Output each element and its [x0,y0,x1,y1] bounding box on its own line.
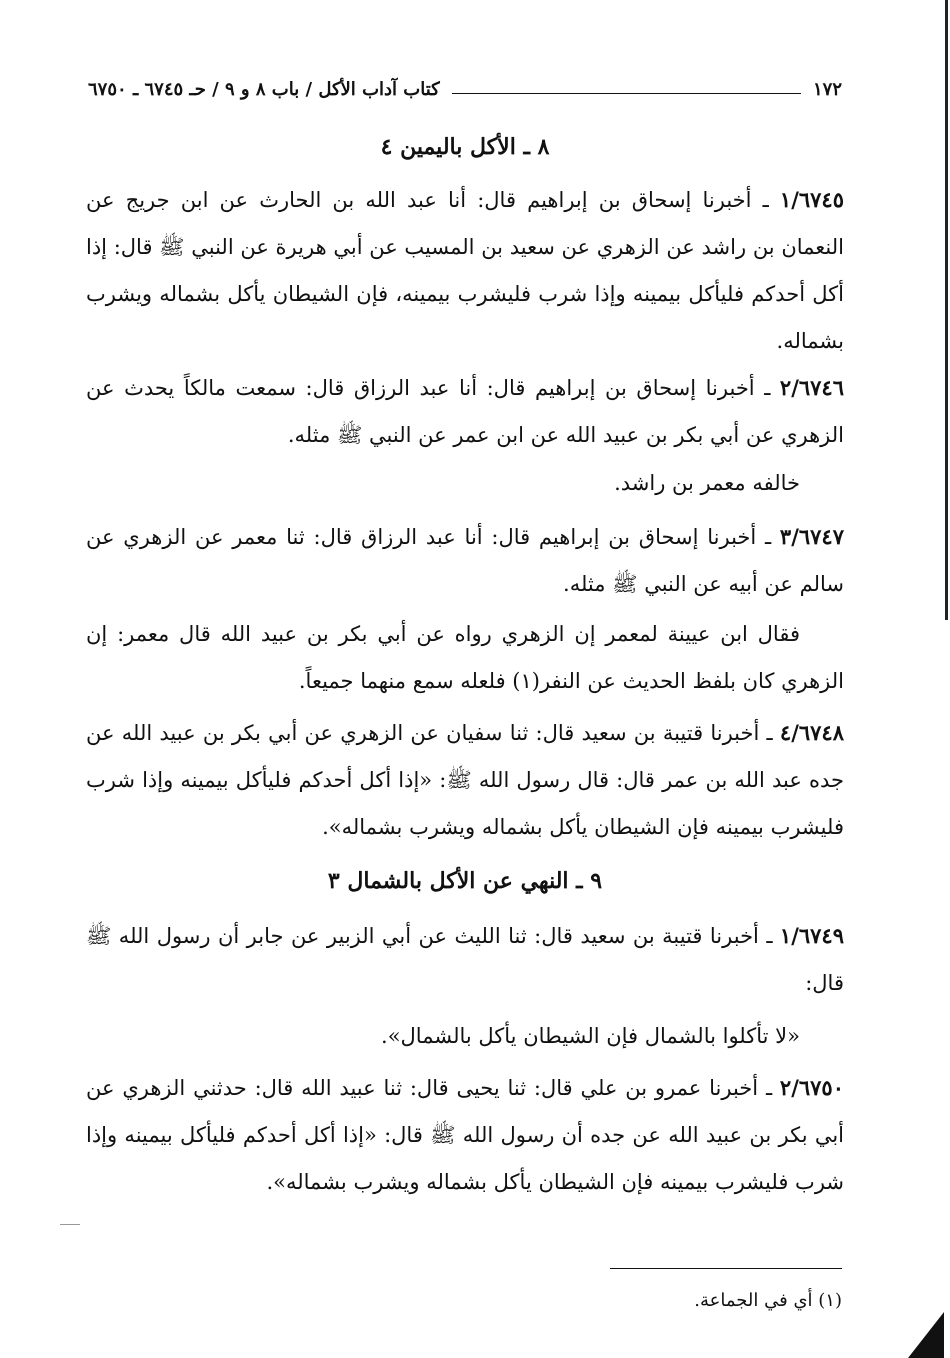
scan-mark [60,1224,80,1225]
header-title: كتاب آداب الأكل / باب ٨ و ٩ / حـ ٦٧٤٥ ـ ٦٧٥٠ [88,78,440,100]
hadith-6750 [86,1064,844,1206]
hadith-text: ـ أخبرنا عمرو بن علي قال: ثنا يحيى قال: ثنا عبيد الله قال: حدثني الزهري عن أبي بكر بن عبيد الله عن جده أن رسول الله ﷺ قال: «إذا أكل أحدكم فليأكل بيمينه وإذا شرب فليشرب بيمينه فإن الشيطان يأكل بشماله ويشرب بشماله». [86,1076,844,1194]
hadith-6747 [86,513,844,608]
commentary-paragraph [86,611,844,705]
page-number: ١٧٢ [812,78,842,100]
footnote-separator [610,1268,842,1269]
section-heading-9: ٩ ـ النهي عن الأكل بالشمال ٣ [327,868,603,894]
commentary-line [86,460,844,507]
running-header [88,74,842,104]
hadith-6748 [86,709,844,851]
commentary-text: فقال ابن عيينة لمعمر إن الزهري رواه عن أبي بكر بن عبيد الله قال معمر: إن الزهري كان بلفظ الحديث عن النفر(١) فلعله سمع منهما جميعاً. [86,622,844,693]
hadith-text: ـ أخبرنا قتيبة بن سعيد قال: ثنا الليث عن أبي الزبير عن جابر أن رسول الله ﷺ قال: [86,924,844,995]
header-rule [452,93,801,94]
hadith-6749 [86,912,844,1007]
hadith-number: ٢/٦٧٤٦ [779,375,844,400]
section-heading-8: ٨ ـ الأكل باليمين ٤ [380,134,550,160]
hadith-number: ٤/٦٧٤٨ [779,720,844,745]
hadith-text: ـ أخبرنا قتيبة بن سعيد قال: ثنا سفيان عن الزهري عن أبي بكر بن عبيد الله عن جده عبد الله بن عمر قال: قال رسول الله ﷺ: «إذا أكل أحدكم فليأكل بيمينه وإذا شرب فليشرب بيمينه فإن الشيطان يأكل بشماله ويشرب بشماله». [86,721,844,839]
hadith-number: ٢/٦٧٥٠ [779,1075,844,1100]
scan-edge-line [945,0,948,620]
prophetic-quote [86,1013,844,1060]
commentary-text: خالفه معمر بن راشد. [614,471,800,495]
hadith-text: ـ أخبرنا إسحاق بن إبراهيم قال: أنا عبد الرزاق قال: سمعت مالكاً يحدث عن الزهري عن أبي بكر بن عبيد الله عن ابن عمر عن النبي ﷺ مثله. [86,376,844,447]
page-corner-mark [908,1312,944,1358]
hadith-number: ٣/٦٧٤٧ [779,524,844,549]
hadith-number: ١/٦٧٤٥ [779,187,844,212]
footnote: (١) أي في الجماعة. [694,1290,842,1311]
quote-text: «لا تأكلوا بالشمال فإن الشيطان يأكل بالشمال». [381,1024,800,1048]
hadith-text: ـ أخبرنا إسحاق بن إبراهيم قال: أنا عبد الرزاق قال: ثنا معمر عن الزهري عن سالم عن أبيه عن النبي ﷺ مثله. [86,525,844,596]
hadith-6746 [86,364,844,459]
hadith-number: ١/٦٧٤٩ [779,923,844,948]
hadith-6745 [86,176,844,365]
hadith-text: ـ أخبرنا إسحاق بن إبراهيم قال: أنا عبد الله بن الحارث عن ابن جريج عن النعمان بن راشد عن الزهري عن سعيد بن المسيب عن أبي هريرة عن النبي ﷺ قال: إذا أكل أحدكم فليأكل بيمينه وإذا شرب فليشرب بيمينه، فإن الشيطان يأكل بشماله ويشرب بشماله. [86,188,844,353]
